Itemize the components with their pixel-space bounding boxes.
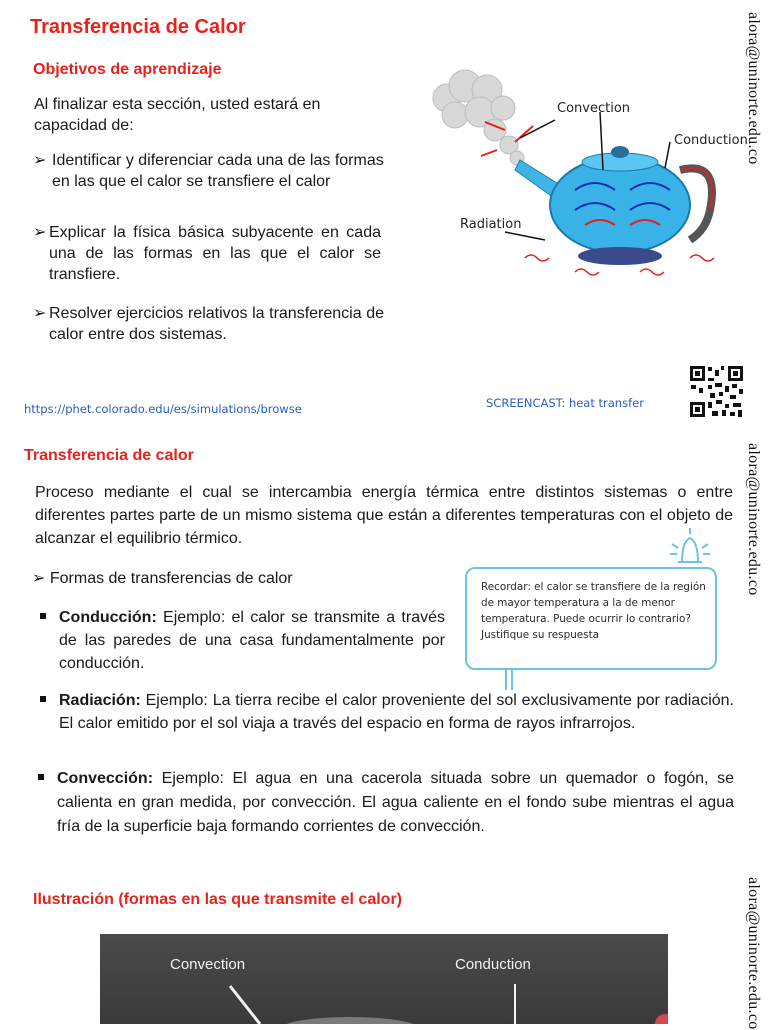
watermark: alora@uninorte.edu.co [745,12,762,165]
reminder-callout [465,567,717,670]
label-conduction: Conduction [674,133,748,148]
intro-text: Al finalizar esta sección, usted estará en capacidad de: [34,96,321,134]
arrow-bullet-icon: ➢ [33,305,47,322]
square-bullet-icon [40,696,46,702]
photo-pointers [100,934,668,1024]
definition-text: Proceso mediante el cual se intercambia energía térmica entre distintos sistemas o entre diferentes partes parte de un mismo sistema que están a diferentes temperaturas con el objeto de alcanzar el equilibrio térmico. [35,484,733,547]
conduction-term: Conducción: [59,609,157,626]
arrow-bullet-icon: ➢ [32,570,46,587]
burner [578,247,662,265]
screencast-link[interactable]: SCREENCAST: heat transfer [486,396,644,410]
objective-text: Explicar la física básica subyacente en cada una de las formas en las que el calor se transfiere. [49,224,381,283]
watermark: alora@uninorte.edu.co [745,877,762,1030]
objective-item [33,150,388,192]
phet-link[interactable]: https://phet.colorado.edu/es/simulations/browse [24,402,302,416]
slide3-title: Ilustración (formas en las que transmite el calor) [33,891,402,908]
square-bullet-icon [40,613,46,619]
heat-transfer-photo [100,934,668,1024]
bell-icon [660,522,720,572]
radiation-text: Ejemplo: La tierra recibe el calor proveniente del sol exclusivamente por radiación. El calor emitido por el sol viaja a través del espacio en forma de rayos infrarrojos. [59,692,734,732]
label-convection: Convection [557,101,631,116]
photo-label-conduction: Conduction [455,956,531,973]
slide2-title: Transferencia de calor [24,447,194,464]
conduction-item [40,606,445,675]
objective-item [33,303,384,345]
objectives-heading: Objetivos de aprendizaje [33,61,222,78]
arrow-bullet-icon: ➢ [33,224,47,241]
photo-label-convection: Convection [170,956,246,973]
slide1-title: Transferencia de Calor [30,16,246,38]
forms-intro-text: Formas de transferencias de calor [49,570,293,587]
kettle-illustration [425,60,755,285]
radiation-term: Radiación: [59,692,141,709]
square-bullet-icon [38,774,44,780]
label-radiation: Radiation [460,217,522,232]
objective-item [33,222,381,285]
forms-intro [32,568,293,588]
arrow-bullet-icon: ➢ [33,152,47,169]
steam-cloud [433,70,524,165]
objective-text: Resolver ejercicios relativos la transferencia de calor entre dos sistemas. [49,305,384,343]
convection-text: Ejemplo: El agua en una cacerola situada sobre un quemador o fogón, se calienta en gran medida, por convección. El agua caliente en el fondo sube mientras el agua fría de la superficie baja formando corrientes de convección. [57,770,735,835]
reminder-text: Recordar: el calor se transfiere de la región de mayor temperatura a la de menor temperatura. Puede ocurrir lo contrario? Justifique su respuesta [481,581,706,641]
convection-item [38,767,734,839]
qr-code-icon[interactable] [688,364,745,419]
radiation-item [40,689,734,735]
conduction-text: Ejemplo: el calor se transmite a través de las paredes de una casa fundamentalmente por conducción. [59,609,446,672]
objective-text: Identificar y diferenciar cada una de las formas en las que el calor se transfiere el calor [52,152,384,190]
watermark: alora@uninorte.edu.co [745,443,762,596]
convection-term: Convección: [57,770,154,787]
